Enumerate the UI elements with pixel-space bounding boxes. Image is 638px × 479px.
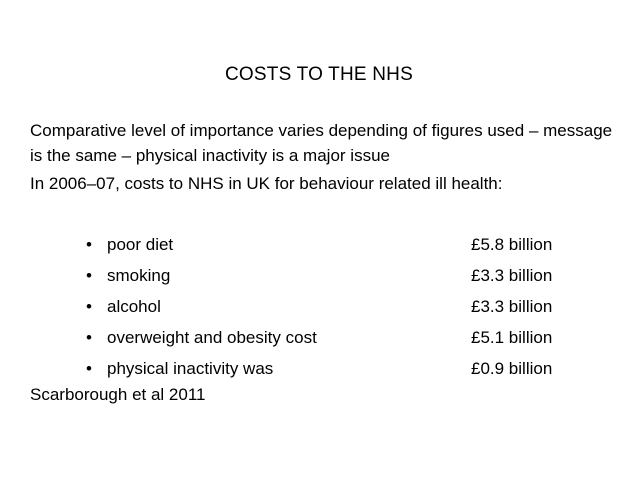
bullet-icon: • [86, 328, 92, 347]
cost-list [78, 232, 598, 387]
list-item [78, 263, 598, 294]
list-item [78, 325, 598, 356]
context-paragraph: In 2006–07, costs to NHS in UK for behaviour related ill health: [30, 174, 503, 193]
item-label: overweight and obesity cost [107, 328, 317, 347]
item-label: physical inactivity was [107, 359, 274, 378]
item-value: £3.3 billion [471, 297, 553, 316]
list-item [78, 232, 598, 263]
item-label: poor diet [107, 235, 174, 254]
slide-title: COSTS TO THE NHS [225, 64, 413, 85]
item-label: smoking [107, 266, 171, 285]
bullet-icon: • [86, 235, 92, 254]
citation: Scarborough et al 2011 [30, 385, 206, 404]
item-label: alcohol [107, 297, 161, 316]
list-item [78, 294, 598, 325]
bullet-icon: • [86, 297, 92, 316]
item-value: £3.3 billion [471, 266, 553, 285]
bullet-icon: • [86, 359, 92, 378]
bullet-icon: • [86, 266, 92, 285]
item-value: £5.1 billion [471, 328, 553, 347]
intro-paragraph: Comparative level of importance varies depending of figures used – message is the same – physical inactivity is a major issue [30, 121, 613, 165]
item-value: £5.8 billion [471, 235, 553, 254]
item-value: £0.9 billion [471, 359, 553, 378]
